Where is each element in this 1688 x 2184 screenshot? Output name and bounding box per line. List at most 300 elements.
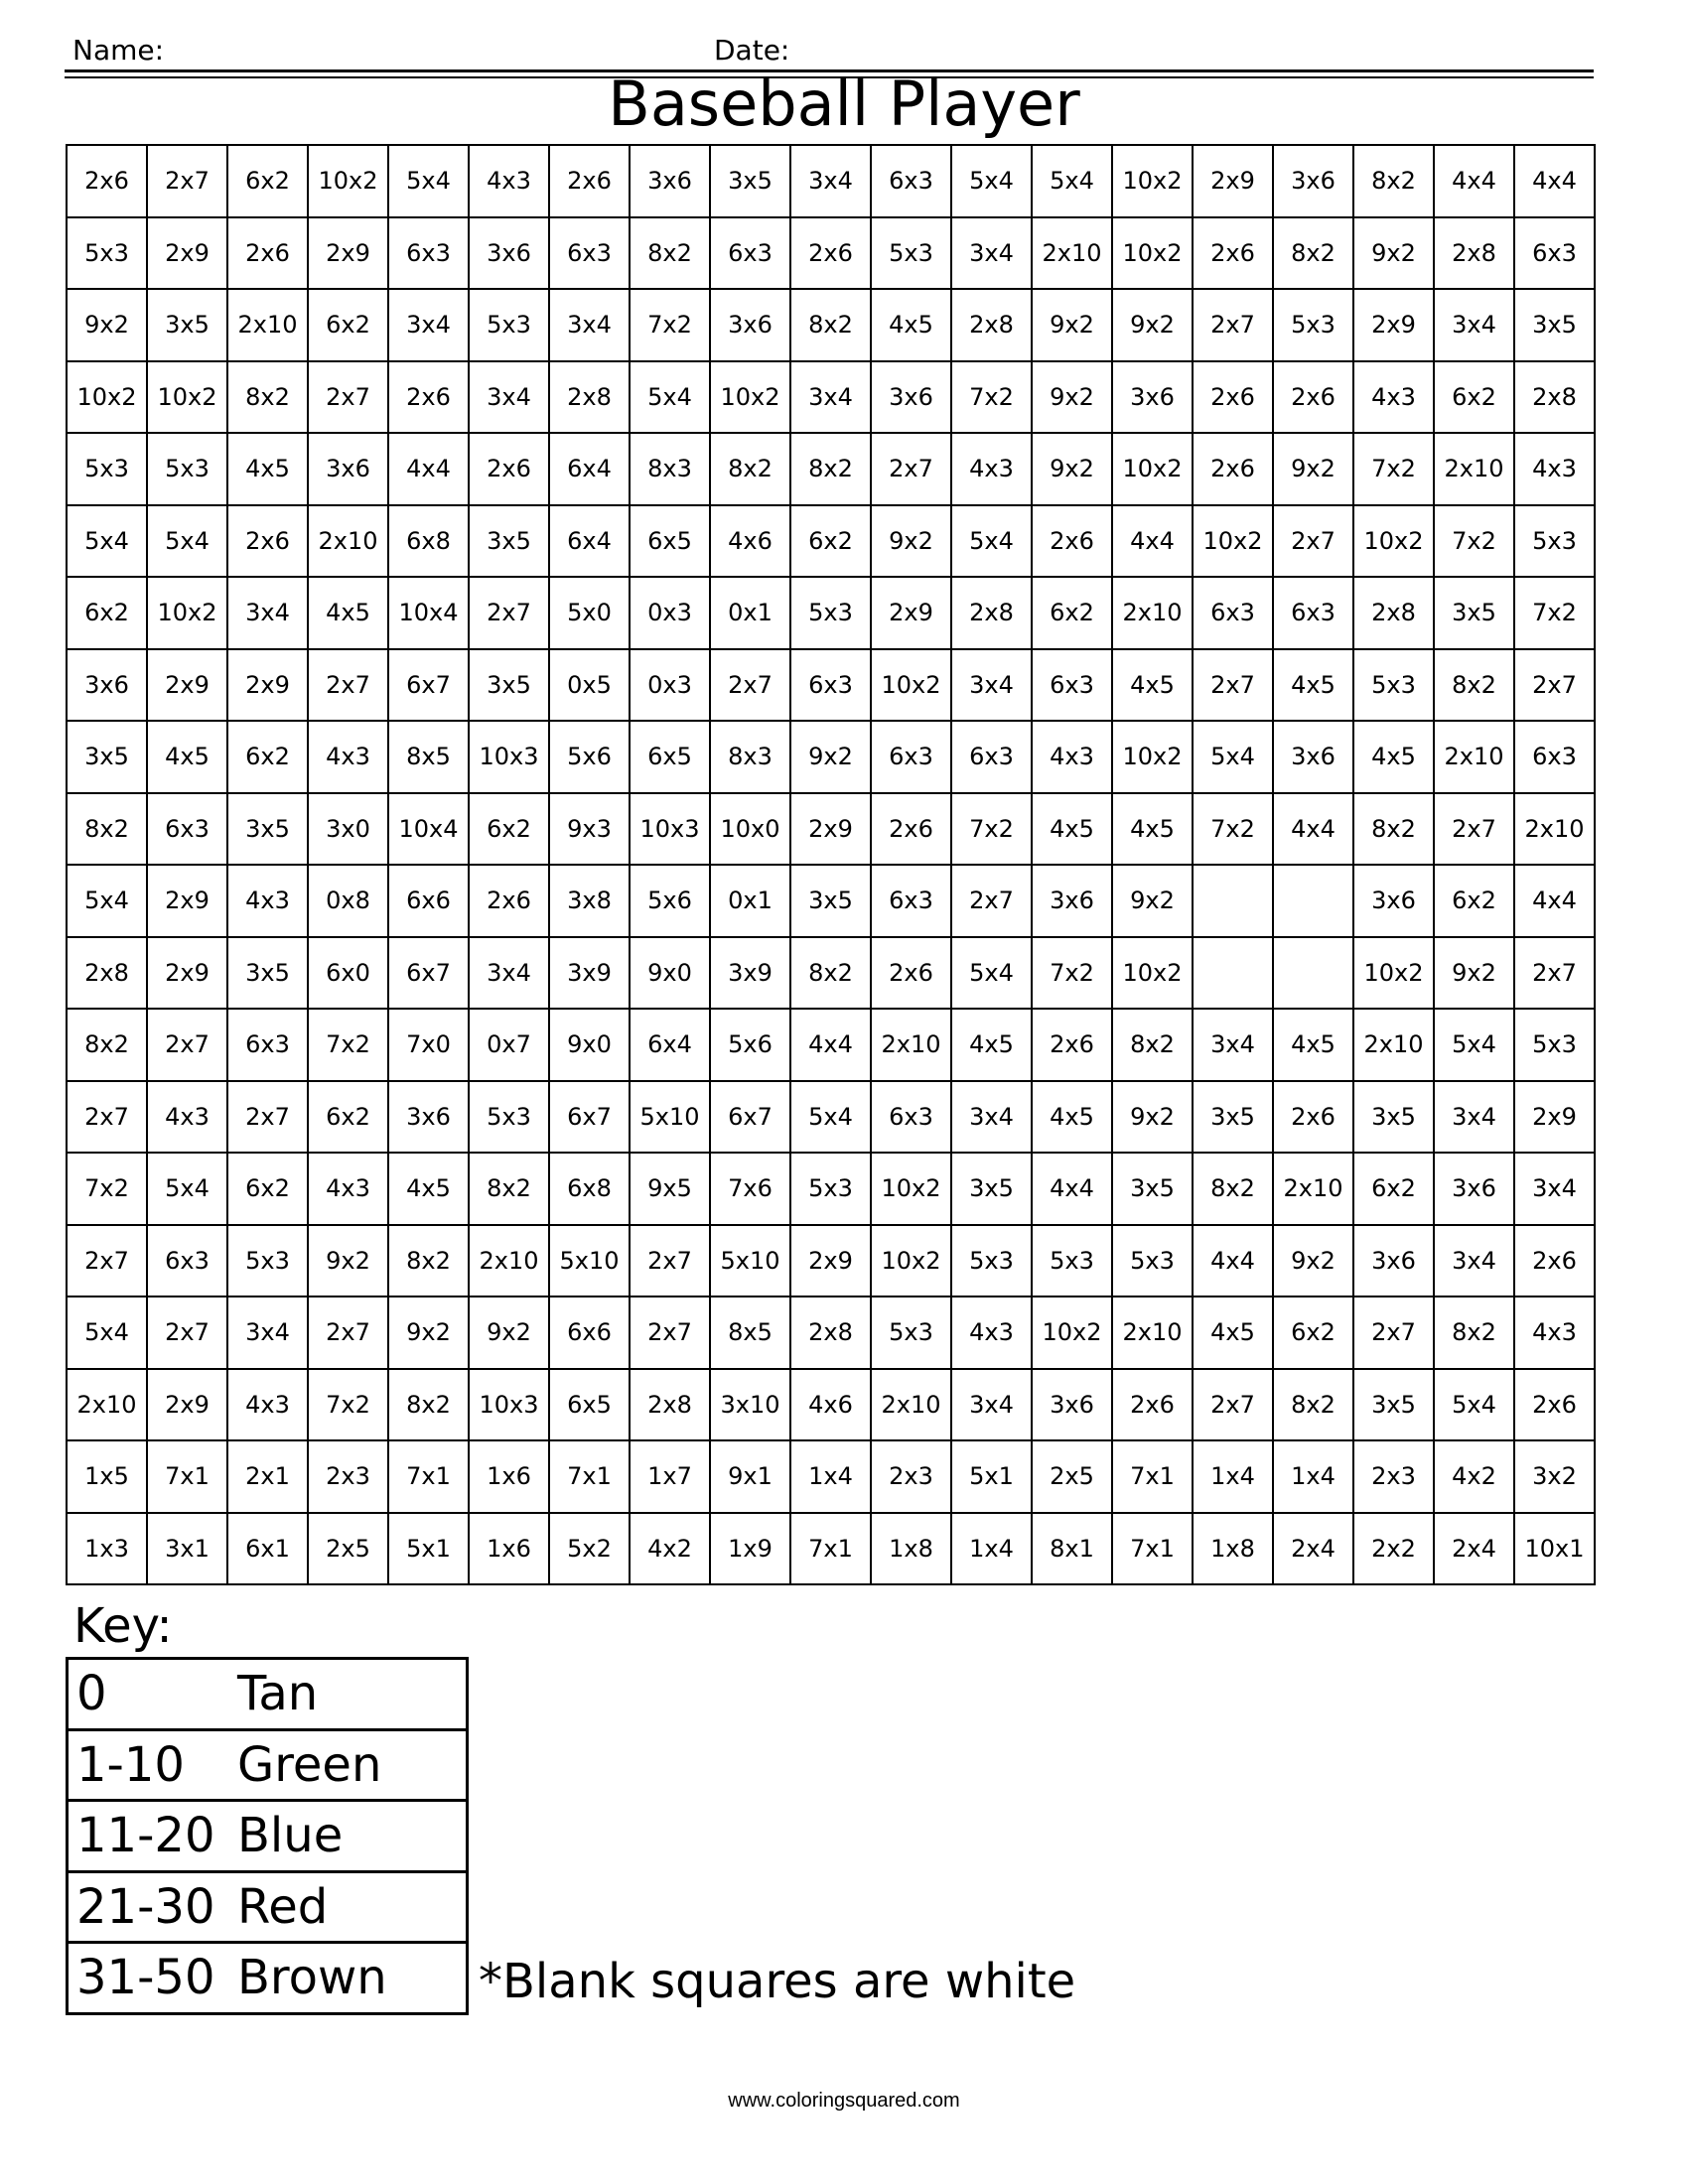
- grid-cell[interactable]: 3x5: [790, 865, 871, 937]
- grid-cell[interactable]: 8x2: [67, 793, 147, 866]
- grid-cell[interactable]: 4x4: [388, 433, 469, 505]
- grid-cell[interactable]: 2x6: [1273, 361, 1353, 434]
- grid-cell[interactable]: 6x3: [1514, 217, 1595, 290]
- grid-cell[interactable]: 5x3: [790, 577, 871, 649]
- grid-cell[interactable]: 8x2: [227, 361, 308, 434]
- grid-cell[interactable]: 3x6: [710, 289, 790, 361]
- grid-cell[interactable]: 9x2: [1032, 289, 1112, 361]
- grid-cell[interactable]: 5x4: [790, 1081, 871, 1154]
- grid-cell[interactable]: 3x4: [790, 145, 871, 217]
- grid-cell[interactable]: 5x4: [951, 505, 1032, 578]
- grid-cell[interactable]: 10x2: [67, 361, 147, 434]
- grid-cell[interactable]: 1x4: [1193, 1440, 1273, 1513]
- grid-cell[interactable]: 3x10: [710, 1369, 790, 1441]
- grid-cell[interactable]: 9x2: [1032, 433, 1112, 505]
- grid-cell[interactable]: 2x9: [147, 937, 227, 1010]
- grid-cell[interactable]: 2x9: [147, 865, 227, 937]
- grid-cell[interactable]: 10x2: [871, 649, 951, 722]
- grid-cell[interactable]: 3x4: [227, 1297, 308, 1369]
- grid-cell[interactable]: 4x5: [1273, 649, 1353, 722]
- grid-cell[interactable]: 5x3: [227, 1225, 308, 1297]
- grid-cell[interactable]: 6x3: [871, 1081, 951, 1154]
- grid-cell[interactable]: 2x10: [1434, 433, 1514, 505]
- grid-cell[interactable]: 3x6: [469, 217, 549, 290]
- grid-cell[interactable]: 6x2: [227, 1153, 308, 1225]
- grid-cell[interactable]: 2x6: [1112, 1369, 1193, 1441]
- grid-cell[interactable]: 2x7: [1514, 937, 1595, 1010]
- grid-cell[interactable]: 5x3: [1273, 289, 1353, 361]
- grid-cell[interactable]: 2x10: [1032, 217, 1112, 290]
- grid-cell[interactable]: 6x3: [147, 793, 227, 866]
- grid-cell[interactable]: 6x3: [710, 217, 790, 290]
- grid-cell[interactable]: 5x3: [1032, 1225, 1112, 1297]
- grid-cell[interactable]: 3x5: [469, 505, 549, 578]
- grid-cell[interactable]: 5x4: [630, 361, 710, 434]
- grid-cell[interactable]: 3x6: [1434, 1153, 1514, 1225]
- grid-cell[interactable]: 2x7: [1353, 1297, 1434, 1369]
- grid-cell[interactable]: 4x4: [790, 1009, 871, 1081]
- grid-cell[interactable]: 2x6: [227, 505, 308, 578]
- grid-cell[interactable]: 7x1: [388, 1440, 469, 1513]
- grid-cell[interactable]: 2x9: [1514, 1081, 1595, 1154]
- grid-cell[interactable]: 3x6: [871, 361, 951, 434]
- grid-cell[interactable]: 3x5: [1353, 1369, 1434, 1441]
- grid-cell[interactable]: 6x2: [67, 577, 147, 649]
- grid-cell[interactable]: 2x10: [1514, 793, 1595, 866]
- grid-cell[interactable]: 2x10: [871, 1009, 951, 1081]
- grid-cell[interactable]: 3x4: [1434, 1081, 1514, 1154]
- grid-cell[interactable]: 3x5: [1514, 289, 1595, 361]
- grid-cell[interactable]: 5x4: [67, 1297, 147, 1369]
- grid-cell[interactable]: 10x2: [710, 361, 790, 434]
- grid-cell[interactable]: 1x8: [1193, 1513, 1273, 1585]
- grid-cell[interactable]: 8x2: [1353, 145, 1434, 217]
- grid-cell[interactable]: 3x6: [388, 1081, 469, 1154]
- grid-cell[interactable]: 0x1: [710, 577, 790, 649]
- grid-cell[interactable]: 4x3: [1032, 721, 1112, 793]
- grid-cell[interactable]: 10x2: [871, 1225, 951, 1297]
- grid-cell[interactable]: 5x3: [790, 1153, 871, 1225]
- grid-cell[interactable]: 10x2: [308, 145, 388, 217]
- grid-cell[interactable]: 9x2: [790, 721, 871, 793]
- grid-cell[interactable]: 6x3: [549, 217, 630, 290]
- grid-cell[interactable]: 4x2: [630, 1513, 710, 1585]
- grid-cell[interactable]: 2x7: [1193, 289, 1273, 361]
- grid-cell[interactable]: 2x6: [469, 865, 549, 937]
- grid-cell[interactable]: [1193, 937, 1273, 1010]
- grid-cell[interactable]: 10x2: [1112, 721, 1193, 793]
- grid-cell[interactable]: 4x5: [1032, 1081, 1112, 1154]
- grid-cell[interactable]: 5x1: [951, 1440, 1032, 1513]
- grid-cell[interactable]: 6x8: [388, 505, 469, 578]
- grid-cell[interactable]: 6x7: [710, 1081, 790, 1154]
- grid-cell[interactable]: 5x4: [951, 937, 1032, 1010]
- grid-cell[interactable]: 2x7: [308, 1297, 388, 1369]
- grid-cell[interactable]: 10x2: [1353, 505, 1434, 578]
- grid-cell[interactable]: 7x2: [308, 1369, 388, 1441]
- grid-cell[interactable]: 2x5: [1032, 1440, 1112, 1513]
- grid-cell[interactable]: 9x2: [469, 1297, 549, 1369]
- grid-cell[interactable]: 9x2: [1112, 1081, 1193, 1154]
- grid-cell[interactable]: 5x6: [630, 865, 710, 937]
- grid-cell[interactable]: 3x9: [710, 937, 790, 1010]
- grid-cell[interactable]: 8x2: [469, 1153, 549, 1225]
- grid-cell[interactable]: 10x4: [388, 793, 469, 866]
- grid-cell[interactable]: 6x3: [1193, 577, 1273, 649]
- grid-cell[interactable]: 4x4: [1434, 145, 1514, 217]
- grid-cell[interactable]: 3x5: [1112, 1153, 1193, 1225]
- grid-cell[interactable]: 5x0: [549, 577, 630, 649]
- grid-cell[interactable]: 5x6: [710, 1009, 790, 1081]
- grid-cell[interactable]: 7x2: [951, 361, 1032, 434]
- grid-cell[interactable]: 8x2: [388, 1225, 469, 1297]
- grid-cell[interactable]: 2x9: [147, 1369, 227, 1441]
- grid-cell[interactable]: 2x6: [871, 793, 951, 866]
- grid-cell[interactable]: 10x2: [147, 361, 227, 434]
- grid-cell[interactable]: 2x6: [1514, 1369, 1595, 1441]
- grid-cell[interactable]: 2x9: [308, 217, 388, 290]
- grid-cell[interactable]: 2x7: [630, 1297, 710, 1369]
- grid-cell[interactable]: 2x10: [871, 1369, 951, 1441]
- grid-cell[interactable]: 7x2: [67, 1153, 147, 1225]
- grid-cell[interactable]: 0x5: [549, 649, 630, 722]
- grid-cell[interactable]: 9x3: [549, 793, 630, 866]
- grid-cell[interactable]: 8x5: [710, 1297, 790, 1369]
- grid-cell[interactable]: 8x2: [710, 433, 790, 505]
- grid-cell[interactable]: 5x4: [1193, 721, 1273, 793]
- grid-cell[interactable]: 3x6: [1273, 145, 1353, 217]
- grid-cell[interactable]: 8x1: [1032, 1513, 1112, 1585]
- grid-cell[interactable]: 6x3: [871, 721, 951, 793]
- grid-cell[interactable]: 4x2: [1434, 1440, 1514, 1513]
- grid-cell[interactable]: 1x9: [710, 1513, 790, 1585]
- grid-cell[interactable]: 10x3: [469, 721, 549, 793]
- grid-cell[interactable]: 6x4: [549, 433, 630, 505]
- grid-cell[interactable]: 8x2: [1353, 793, 1434, 866]
- grid-cell[interactable]: 4x5: [147, 721, 227, 793]
- grid-cell[interactable]: 6x1: [227, 1513, 308, 1585]
- grid-cell[interactable]: 1x5: [67, 1440, 147, 1513]
- grid-cell[interactable]: 10x3: [630, 793, 710, 866]
- grid-cell[interactable]: 4x4: [1273, 793, 1353, 866]
- grid-cell[interactable]: 4x5: [1193, 1297, 1273, 1369]
- grid-cell[interactable]: 2x10: [1434, 721, 1514, 793]
- grid-cell[interactable]: 6x2: [227, 721, 308, 793]
- grid-cell[interactable]: 5x4: [67, 505, 147, 578]
- grid-cell[interactable]: 7x1: [147, 1440, 227, 1513]
- grid-cell[interactable]: 4x5: [1273, 1009, 1353, 1081]
- grid-cell[interactable]: 2x7: [227, 1081, 308, 1154]
- grid-cell[interactable]: 2x7: [1193, 1369, 1273, 1441]
- grid-cell[interactable]: 3x6: [308, 433, 388, 505]
- grid-cell[interactable]: 5x3: [1112, 1225, 1193, 1297]
- grid-cell[interactable]: 2x8: [67, 937, 147, 1010]
- grid-cell[interactable]: 3x4: [469, 937, 549, 1010]
- grid-cell[interactable]: 2x10: [1112, 1297, 1193, 1369]
- grid-cell[interactable]: 3x1: [147, 1513, 227, 1585]
- grid-cell[interactable]: 8x2: [1273, 217, 1353, 290]
- grid-cell[interactable]: 2x9: [871, 577, 951, 649]
- grid-cell[interactable]: 2x6: [1514, 1225, 1595, 1297]
- grid-cell[interactable]: 5x3: [147, 433, 227, 505]
- grid-cell[interactable]: 5x3: [67, 433, 147, 505]
- grid-cell[interactable]: 9x2: [871, 505, 951, 578]
- grid-cell[interactable]: 2x7: [710, 649, 790, 722]
- grid-cell[interactable]: 3x4: [1434, 289, 1514, 361]
- grid-cell[interactable]: 1x4: [951, 1513, 1032, 1585]
- grid-cell[interactable]: 2x10: [1273, 1153, 1353, 1225]
- grid-cell[interactable]: 4x3: [1514, 433, 1595, 505]
- grid-cell[interactable]: 4x3: [308, 1153, 388, 1225]
- grid-cell[interactable]: 2x7: [1434, 793, 1514, 866]
- grid-cell[interactable]: 3x6: [1353, 865, 1434, 937]
- grid-cell[interactable]: 5x6: [549, 721, 630, 793]
- grid-cell[interactable]: 3x6: [1112, 361, 1193, 434]
- grid-cell[interactable]: 2x6: [790, 217, 871, 290]
- grid-cell[interactable]: [1273, 937, 1353, 1010]
- grid-cell[interactable]: 9x2: [1112, 289, 1193, 361]
- grid-cell[interactable]: 6x7: [549, 1081, 630, 1154]
- grid-cell[interactable]: 4x3: [308, 721, 388, 793]
- grid-cell[interactable]: 10x2: [1353, 937, 1434, 1010]
- grid-cell[interactable]: 5x4: [147, 505, 227, 578]
- grid-cell[interactable]: 9x2: [1273, 433, 1353, 505]
- grid-cell[interactable]: 3x6: [1353, 1225, 1434, 1297]
- grid-cell[interactable]: 4x4: [1193, 1225, 1273, 1297]
- grid-cell[interactable]: 3x0: [308, 793, 388, 866]
- grid-cell[interactable]: 8x2: [388, 1369, 469, 1441]
- grid-cell[interactable]: 3x5: [67, 721, 147, 793]
- grid-cell[interactable]: 3x6: [1032, 865, 1112, 937]
- grid-cell[interactable]: 0x8: [308, 865, 388, 937]
- grid-cell[interactable]: 6x2: [308, 1081, 388, 1154]
- grid-cell[interactable]: 1x6: [469, 1440, 549, 1513]
- grid-cell[interactable]: 2x10: [1112, 577, 1193, 649]
- grid-cell[interactable]: 6x2: [1434, 865, 1514, 937]
- grid-cell[interactable]: 0x1: [710, 865, 790, 937]
- grid-cell[interactable]: 2x8: [1514, 361, 1595, 434]
- grid-cell[interactable]: 4x5: [227, 433, 308, 505]
- grid-cell[interactable]: 5x3: [1514, 505, 1595, 578]
- grid-cell[interactable]: 4x5: [951, 1009, 1032, 1081]
- grid-cell[interactable]: 3x5: [710, 145, 790, 217]
- grid-cell[interactable]: 9x2: [1434, 937, 1514, 1010]
- grid-cell[interactable]: 4x5: [388, 1153, 469, 1225]
- grid-cell[interactable]: 6x6: [549, 1297, 630, 1369]
- grid-cell[interactable]: 10x2: [147, 577, 227, 649]
- grid-cell[interactable]: 2x6: [1273, 1081, 1353, 1154]
- grid-cell[interactable]: 9x0: [630, 937, 710, 1010]
- grid-cell[interactable]: 6x5: [630, 721, 710, 793]
- grid-cell[interactable]: 5x3: [1353, 649, 1434, 722]
- grid-cell[interactable]: 6x2: [469, 793, 549, 866]
- grid-cell[interactable]: 3x6: [1032, 1369, 1112, 1441]
- grid-cell[interactable]: 5x1: [388, 1513, 469, 1585]
- grid-cell[interactable]: 3x2: [1514, 1440, 1595, 1513]
- grid-cell[interactable]: 2x9: [790, 1225, 871, 1297]
- grid-cell[interactable]: 10x2: [1193, 505, 1273, 578]
- grid-cell[interactable]: 5x3: [871, 1297, 951, 1369]
- grid-cell[interactable]: 3x4: [1193, 1009, 1273, 1081]
- grid-cell[interactable]: 6x3: [1273, 577, 1353, 649]
- grid-cell[interactable]: 6x8: [549, 1153, 630, 1225]
- grid-cell[interactable]: 3x4: [951, 1081, 1032, 1154]
- grid-cell[interactable]: 7x2: [1434, 505, 1514, 578]
- grid-cell[interactable]: 5x4: [951, 145, 1032, 217]
- grid-cell[interactable]: 2x6: [388, 361, 469, 434]
- grid-cell[interactable]: 3x4: [227, 577, 308, 649]
- grid-cell[interactable]: 6x2: [227, 145, 308, 217]
- grid-cell[interactable]: 2x6: [227, 217, 308, 290]
- grid-cell[interactable]: 10x2: [1112, 433, 1193, 505]
- grid-cell[interactable]: 2x6: [871, 937, 951, 1010]
- grid-cell[interactable]: 0x3: [630, 577, 710, 649]
- grid-cell[interactable]: 4x5: [308, 577, 388, 649]
- grid-cell[interactable]: 2x10: [67, 1369, 147, 1441]
- grid-cell[interactable]: 8x2: [1434, 649, 1514, 722]
- grid-cell[interactable]: 5x4: [1434, 1009, 1514, 1081]
- grid-cell[interactable]: 2x2: [1353, 1513, 1434, 1585]
- grid-cell[interactable]: 10x2: [1112, 937, 1193, 1010]
- grid-cell[interactable]: 1x6: [469, 1513, 549, 1585]
- grid-cell[interactable]: 3x6: [1273, 721, 1353, 793]
- grid-cell[interactable]: 2x5: [308, 1513, 388, 1585]
- grid-cell[interactable]: 4x5: [1032, 793, 1112, 866]
- grid-cell[interactable]: 6x3: [790, 649, 871, 722]
- grid-cell[interactable]: 7x1: [549, 1440, 630, 1513]
- grid-cell[interactable]: 1x3: [67, 1513, 147, 1585]
- grid-cell[interactable]: 5x10: [549, 1225, 630, 1297]
- grid-cell[interactable]: 7x2: [1353, 433, 1434, 505]
- grid-cell[interactable]: 2x8: [549, 361, 630, 434]
- grid-cell[interactable]: 10x0: [710, 793, 790, 866]
- grid-cell[interactable]: 7x6: [710, 1153, 790, 1225]
- grid-cell[interactable]: 7x2: [951, 793, 1032, 866]
- grid-cell[interactable]: 2x6: [1032, 1009, 1112, 1081]
- grid-cell[interactable]: 7x1: [790, 1513, 871, 1585]
- grid-cell[interactable]: 2x3: [308, 1440, 388, 1513]
- grid-cell[interactable]: 2x6: [1193, 361, 1273, 434]
- grid-cell[interactable]: 6x3: [1032, 649, 1112, 722]
- grid-cell[interactable]: 2x6: [549, 145, 630, 217]
- grid-cell[interactable]: 3x4: [1434, 1225, 1514, 1297]
- grid-cell[interactable]: 5x4: [1032, 145, 1112, 217]
- grid-cell[interactable]: 4x4: [1514, 865, 1595, 937]
- grid-cell[interactable]: 3x4: [951, 217, 1032, 290]
- grid-cell[interactable]: 4x3: [227, 1369, 308, 1441]
- grid-cell[interactable]: 4x4: [1032, 1153, 1112, 1225]
- grid-cell[interactable]: 8x5: [388, 721, 469, 793]
- grid-cell[interactable]: 7x2: [308, 1009, 388, 1081]
- grid-cell[interactable]: 2x7: [308, 649, 388, 722]
- grid-cell[interactable]: 3x4: [951, 1369, 1032, 1441]
- grid-cell[interactable]: 8x2: [630, 217, 710, 290]
- grid-cell[interactable]: 2x7: [951, 865, 1032, 937]
- grid-cell[interactable]: 2x10: [1353, 1009, 1434, 1081]
- grid-cell[interactable]: 6x2: [790, 505, 871, 578]
- grid-cell[interactable]: 7x0: [388, 1009, 469, 1081]
- grid-cell[interactable]: 5x3: [951, 1225, 1032, 1297]
- grid-cell[interactable]: 9x5: [630, 1153, 710, 1225]
- grid-cell[interactable]: 2x3: [871, 1440, 951, 1513]
- grid-cell[interactable]: 6x3: [1514, 721, 1595, 793]
- grid-cell[interactable]: 2x9: [1193, 145, 1273, 217]
- grid-cell[interactable]: 8x2: [790, 433, 871, 505]
- grid-cell[interactable]: 2x6: [1193, 217, 1273, 290]
- grid-cell[interactable]: 9x0: [549, 1009, 630, 1081]
- grid-cell[interactable]: 5x3: [469, 1081, 549, 1154]
- grid-cell[interactable]: 6x2: [1353, 1153, 1434, 1225]
- grid-cell[interactable]: 2x8: [951, 577, 1032, 649]
- grid-cell[interactable]: 6x7: [388, 937, 469, 1010]
- grid-cell[interactable]: 4x6: [790, 1369, 871, 1441]
- grid-cell[interactable]: 2x10: [227, 289, 308, 361]
- grid-cell[interactable]: 2x7: [469, 577, 549, 649]
- grid-cell[interactable]: 2x8: [951, 289, 1032, 361]
- grid-cell[interactable]: 5x4: [388, 145, 469, 217]
- grid-cell[interactable]: 3x5: [227, 937, 308, 1010]
- grid-cell[interactable]: 2x8: [630, 1369, 710, 1441]
- grid-cell[interactable]: 10x2: [1112, 217, 1193, 290]
- grid-cell[interactable]: 7x1: [1112, 1513, 1193, 1585]
- grid-cell[interactable]: 4x5: [871, 289, 951, 361]
- grid-cell[interactable]: 4x3: [469, 145, 549, 217]
- grid-cell[interactable]: 2x7: [147, 145, 227, 217]
- grid-cell[interactable]: 2x7: [67, 1081, 147, 1154]
- grid-cell[interactable]: 3x9: [549, 937, 630, 1010]
- grid-cell[interactable]: 2x9: [227, 649, 308, 722]
- grid-cell[interactable]: 9x2: [308, 1225, 388, 1297]
- grid-cell[interactable]: 6x3: [871, 145, 951, 217]
- grid-cell[interactable]: 2x8: [1353, 577, 1434, 649]
- grid-cell[interactable]: 4x3: [951, 1297, 1032, 1369]
- grid-cell[interactable]: 8x2: [1112, 1009, 1193, 1081]
- grid-cell[interactable]: 5x3: [871, 217, 951, 290]
- grid-cell[interactable]: 8x2: [790, 937, 871, 1010]
- grid-cell[interactable]: 3x5: [1193, 1081, 1273, 1154]
- grid-cell[interactable]: 2x7: [630, 1225, 710, 1297]
- grid-cell[interactable]: 2x7: [1193, 649, 1273, 722]
- grid-cell[interactable]: 7x2: [1193, 793, 1273, 866]
- grid-cell[interactable]: 9x2: [1032, 361, 1112, 434]
- grid-cell[interactable]: 9x2: [388, 1297, 469, 1369]
- grid-cell[interactable]: [1193, 865, 1273, 937]
- grid-cell[interactable]: 9x2: [1112, 865, 1193, 937]
- grid-cell[interactable]: 10x4: [388, 577, 469, 649]
- grid-cell[interactable]: 3x5: [1434, 577, 1514, 649]
- grid-cell[interactable]: 2x10: [308, 505, 388, 578]
- grid-cell[interactable]: 2x8: [790, 1297, 871, 1369]
- grid-cell[interactable]: 8x3: [630, 433, 710, 505]
- grid-cell[interactable]: 5x10: [630, 1081, 710, 1154]
- grid-cell[interactable]: 3x5: [951, 1153, 1032, 1225]
- grid-cell[interactable]: 2x9: [790, 793, 871, 866]
- grid-cell[interactable]: 6x0: [308, 937, 388, 1010]
- grid-cell[interactable]: 2x7: [1514, 649, 1595, 722]
- grid-cell[interactable]: 5x2: [549, 1513, 630, 1585]
- grid-cell[interactable]: 0x7: [469, 1009, 549, 1081]
- grid-cell[interactable]: 9x1: [710, 1440, 790, 1513]
- grid-cell[interactable]: 2x8: [1434, 217, 1514, 290]
- grid-cell[interactable]: 2x6: [469, 433, 549, 505]
- grid-cell[interactable]: 2x10: [469, 1225, 549, 1297]
- grid-cell[interactable]: 3x8: [549, 865, 630, 937]
- grid-cell[interactable]: 6x3: [388, 217, 469, 290]
- grid-cell[interactable]: 5x4: [67, 865, 147, 937]
- grid-cell[interactable]: 2x7: [147, 1297, 227, 1369]
- grid-cell[interactable]: 1x7: [630, 1440, 710, 1513]
- grid-cell[interactable]: 0x3: [630, 649, 710, 722]
